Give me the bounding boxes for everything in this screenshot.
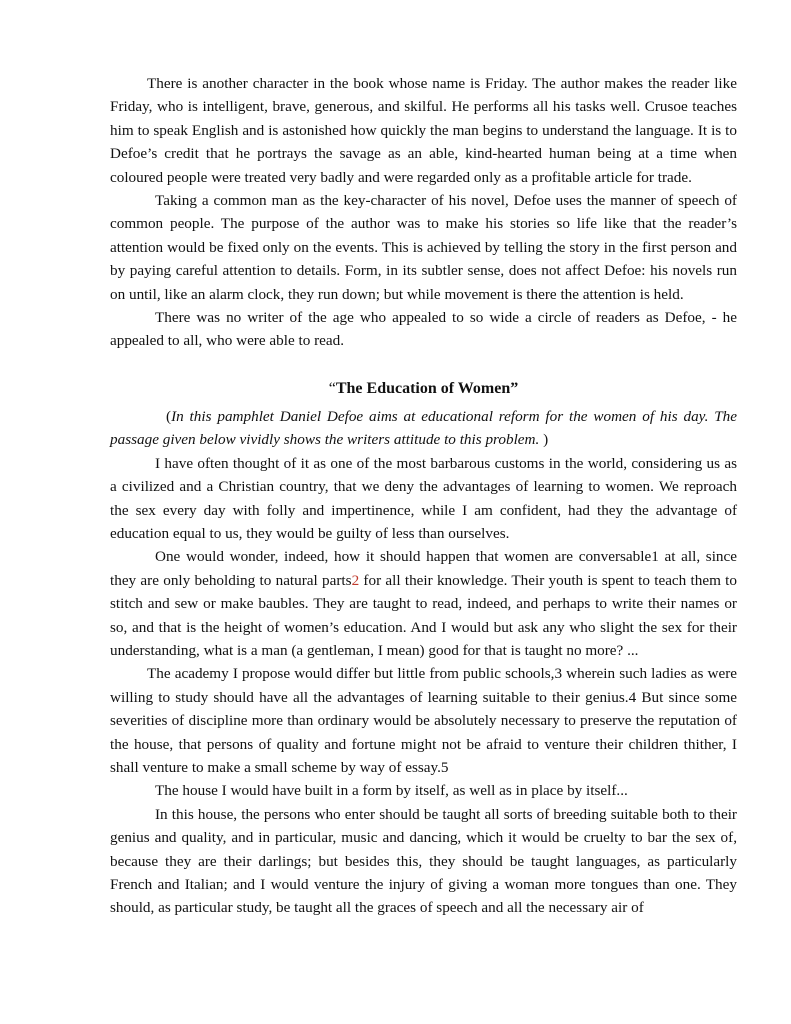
intro-text: In this pamphlet Daniel Defoe aims at educational reform for the women of his day. The passage given below vividly shows the writers attitude to this problem.	[110, 407, 737, 449]
essay-p2-start: One would wonder, indeed, how it should happen that women are conversable1 at all, since they are only beholding to natural parts	[110, 548, 737, 589]
pamphlet-intro	[110, 405, 737, 452]
essay-p2-end: for all their knowledge. Their youth is spent to teach them to stitch and sew or make baubles. They are taught to read, indeed, and perhaps to write their names or so, and that is the height of women’s education. And I would but ask any who slight the sex for their understanding, what is a man (a gentleman, I mean) good for that is taught no more? ...	[110, 571, 737, 659]
paragraph-friday: There is another character in the book whose name is Friday. The author makes the reader like Friday, who is intelligent, brave, generous, and skilful. He performs all his tasks well. Crusoe teaches him to speak English and is astonished how quickly the man begins to understand the language. It is to Defoe’s credit that he portrays the savage as an able, kind-hearted human being at a time when coloured people were treated very badly and were regarded only as a profitable article for trade.	[110, 75, 737, 186]
footnote-marker-2: 2	[351, 571, 360, 589]
essay-paragraph-5: In this house, the persons who enter should be taught all sorts of breeding suitable both to their genius and quality, and in particular, music and dancing, which it would be cruelty to bar the sex of, because they are their darlings; but besides this, they should be taught languages, as particularly French and Italian; and I would venture the injury of giving a woman more tongues than one. They should, as particular study, be taught all the graces of speech and all the necessary air of	[110, 805, 737, 917]
title-open-quote: “	[328, 379, 336, 397]
title-close-quote: ”	[510, 379, 519, 397]
title-text: The Education of Women	[335, 379, 511, 397]
intro-open-paren: (	[166, 407, 172, 425]
essay-paragraph-3: The academy I propose would differ but little from public schools,3 wherein such ladies as were willing to study should have all the advantages of learning suitable to their genius.4 But since some severities of discipline more than ordinary would be absolutely necessary to preserve the reputation of the house, that persons of quality and fortune might not be afraid to venture their children thither, I shall venture to make a small scheme by way of essay.5	[110, 665, 737, 776]
paragraph-common-man: Taking a common man as the key-character of his novel, Defoe uses the manner of speech of common people. The purpose of the author was to make his stories so life like that the reader’s attention would be fixed only on the events. This is achieved by telling the story in the first person and by paying careful attention to details. Form, in its subtler sense, does not affect Defoe: his novels run on until, like an alarm clock, they run down; but while movement is there the attention is held.	[110, 192, 737, 303]
essay-paragraph-1: I have often thought of it as one of the most barbarous customs in the world, considering us as a civilized and a Christian country, that we deny the advantages of learning to women. We reproach the sex every day with folly and impertinence, while I am confident, had they the advantage of education equal to us, they would be guilty of less than ourselves.	[110, 454, 737, 542]
document-page	[110, 72, 737, 920]
essay-paragraph-4: The house I would have built in a form by itself, as well as in place by itself...	[155, 782, 628, 800]
section-title	[110, 377, 737, 401]
paragraph-no-writer: There was no writer of the age who appealed to so wide a circle of readers as Defoe, - he appealed to all, who were able to read.	[110, 309, 737, 350]
essay-paragraph-2	[110, 545, 737, 662]
intro-close-paren: )	[539, 431, 549, 449]
